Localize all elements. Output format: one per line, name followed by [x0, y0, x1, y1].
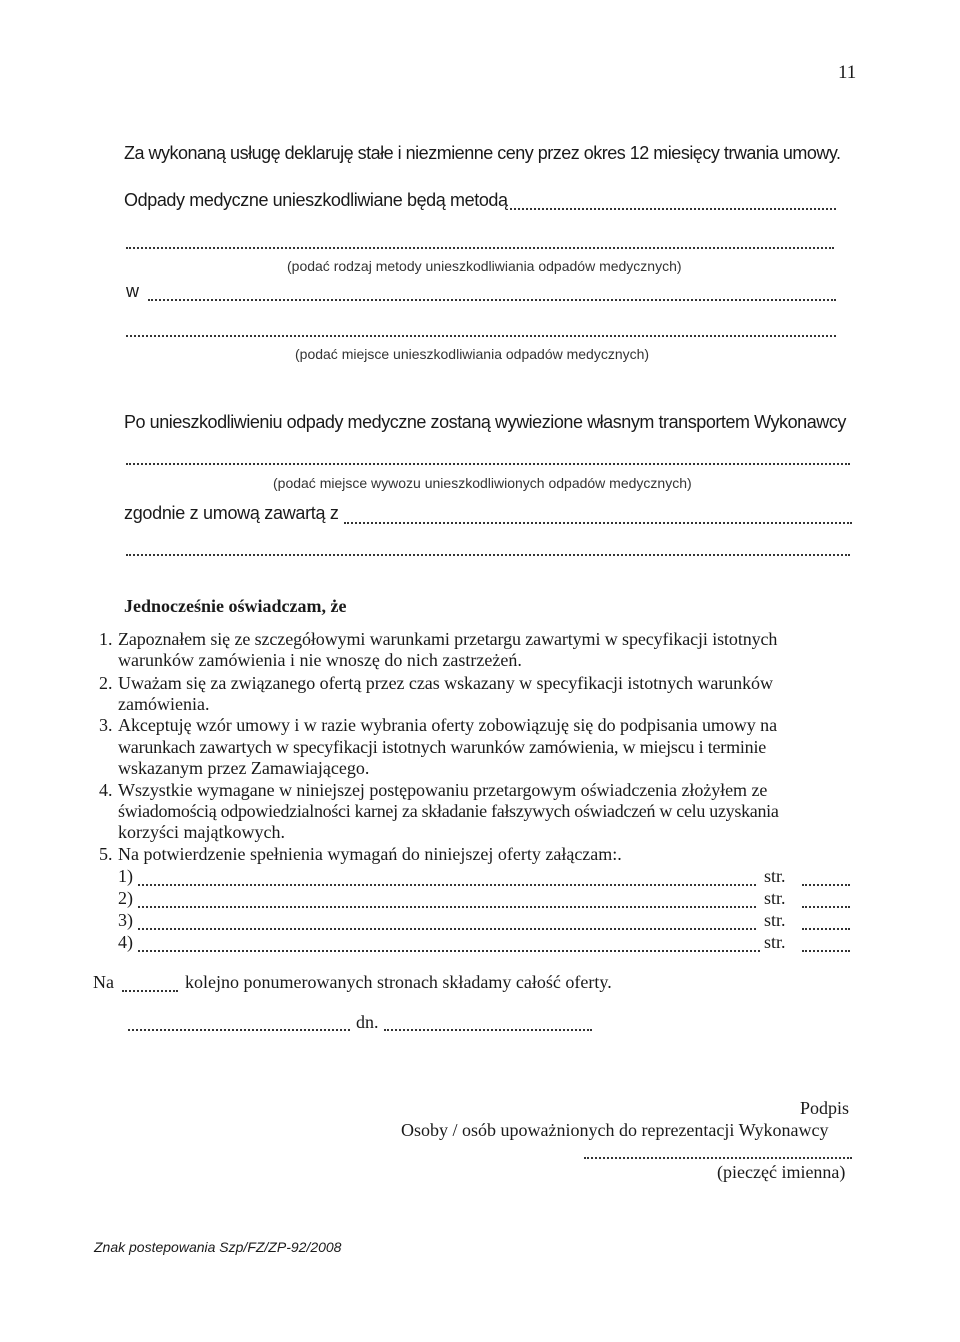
- list-item-line: warunkach zawartych w specyfikacji istotnych warunków zamówienia, w miejscu i terminie: [118, 737, 767, 757]
- list-item-line: Wszystkie wymagane w niniejszej postępowaniu przetargowym oświadczenia złożyłem ze: [118, 780, 768, 800]
- signature-persons: Osoby / osób upoważnionych do reprezentacji Wykonawcy: [401, 1120, 829, 1140]
- pages-count-fill[interactable]: [122, 990, 178, 992]
- attachment-label: 1): [118, 866, 133, 886]
- procedure-reference: Znak postepowania Szp/FZ/ZP-92/2008: [94, 1239, 342, 1255]
- agreement-fill-line[interactable]: [344, 522, 852, 524]
- method-fill-line-2[interactable]: [126, 247, 834, 249]
- list-item-number: 2.: [99, 673, 113, 693]
- attachment-page-fill[interactable]: [802, 928, 850, 930]
- date-label: dn.: [356, 1012, 379, 1032]
- list-item-line: korzyści majątkowych.: [118, 822, 285, 842]
- transport-statement: Po unieszkodliwieniu odpady medyczne zostaną wywiezione własnym transportem Wykonawcy: [124, 412, 846, 432]
- statement-heading: Jednocześnie oświadczam, że: [124, 596, 347, 616]
- list-item-line: Akceptuję wzór umowy i w razie wybrania oferty zobowiązuję się do podpisania umowy na: [118, 715, 778, 735]
- list-item-line: Zapoznałem się ze szczegółowymi warunkami przetargu zawartymi w specyfikacji istotnych: [118, 629, 778, 649]
- list-item-number: 3.: [99, 715, 113, 735]
- page-number: 11: [838, 62, 857, 83]
- attachment-page-fill[interactable]: [802, 906, 850, 908]
- place-hint: (podać miejsce unieszkodliwiania odpadów medycznych): [295, 346, 650, 362]
- list-item-number: 1.: [99, 629, 113, 649]
- date-fill-line[interactable]: [384, 1029, 592, 1031]
- attachment-fill-line[interactable]: [138, 906, 756, 908]
- agreement-fill-line-2[interactable]: [126, 554, 850, 556]
- attachment-label: 4): [118, 932, 133, 952]
- agreement-label: zgodnie z umową zawartą z: [124, 503, 339, 523]
- method-hint: (podać rodzaj metody unieszkodliwiania odpadów medycznych): [287, 258, 682, 274]
- attachment-label: 2): [118, 888, 133, 908]
- list-item-line: wskazanym przez Zamawiającego.: [118, 758, 370, 778]
- transport-fill-line[interactable]: [126, 463, 850, 465]
- attachment-str-label: str.: [764, 866, 786, 886]
- attachment-fill-line[interactable]: [138, 928, 756, 930]
- attachment-str-label: str.: [764, 910, 786, 930]
- list-item-line: warunków zamówienia i nie wnoszę do nich zastrzeżeń.: [118, 650, 522, 670]
- place-fill-line[interactable]: [148, 299, 836, 301]
- list-item-number: 4.: [99, 780, 113, 800]
- signature-title: Podpis: [800, 1098, 850, 1118]
- pages-prefix: Na: [93, 972, 114, 992]
- list-item-line: świadomością odpowiedzialności karnej za składanie fałszywych oświadczeń w celu uzyskania: [118, 801, 779, 821]
- place-fill-line-signature[interactable]: [128, 1029, 350, 1031]
- attachment-page-fill[interactable]: [802, 950, 850, 952]
- attachment-label: 3): [118, 910, 133, 930]
- attachment-page-fill[interactable]: [802, 884, 850, 886]
- attachment-fill-line[interactable]: [138, 884, 756, 886]
- list-item-line: Na potwierdzenie spełnienia wymagań do niniejszej oferty załączam:.: [118, 844, 622, 864]
- attachment-str-label: str.: [764, 932, 786, 952]
- list-item-number: 5.: [99, 844, 113, 864]
- method-label: Odpady medyczne unieszkodliwiane będą metodą: [124, 190, 508, 210]
- transport-hint: (podać miejsce wywozu unieszkodliwionych odpadów medycznych): [273, 475, 692, 491]
- stamp-label: (pieczęć imienna): [717, 1162, 846, 1182]
- attachment-str-label: str.: [764, 888, 786, 908]
- pages-statement: kolejno ponumerowanych stronach składamy całość oferty.: [185, 972, 612, 992]
- list-item-line: Uważam się za związanego ofertą przez czas wskazany w specyfikacji istotnych warunków: [118, 673, 773, 693]
- method-fill-line[interactable]: [510, 208, 836, 210]
- place-label: w: [126, 281, 139, 301]
- attachment-fill-line[interactable]: [138, 950, 760, 952]
- price-declaration: Za wykonaną usługę deklaruję stałe i niezmienne ceny przez okres 12 miesięcy trwania umowy.: [124, 143, 841, 163]
- signature-fill-line[interactable]: [584, 1157, 852, 1159]
- list-item-line: zamówienia.: [118, 694, 210, 714]
- place-fill-line-2[interactable]: [126, 335, 836, 337]
